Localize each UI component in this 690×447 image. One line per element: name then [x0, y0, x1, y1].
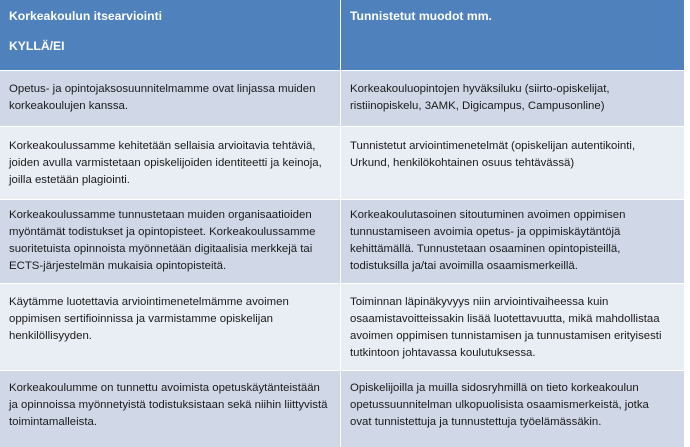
- table-row: [0, 126, 684, 200]
- cell-text-line: ovat tunnistettuja ja tunnustettuja työelämässäkin.: [350, 416, 602, 428]
- header-col1-title: Korkeakoulun itsearviointi: [9, 9, 163, 23]
- row-3-col-2: [341, 200, 684, 284]
- table-row: [0, 283, 684, 371]
- row-4-col-1: [0, 284, 341, 371]
- row-2-col-1: [0, 127, 341, 200]
- cell-text-line: Korkeakoulutasoinen sitoutuminen avoimen oppimisen: [350, 209, 626, 221]
- cell-text-line: ristiinopiskelu, 3AMK, Digicampus, Campusonline): [350, 100, 605, 112]
- header-cell-self-assessment: [0, 0, 341, 70]
- row-2-col-2: [341, 127, 684, 200]
- table-row: [0, 70, 684, 127]
- cell-text-line: Korkeakoulumme on tunnettu avoimista opetuskäytänteistään: [9, 382, 320, 394]
- row-3-col-1: [0, 200, 341, 284]
- cell-text-line: oppimisen sertifioinnissa ja varmistamme opiskelijan: [9, 313, 273, 325]
- cell-text-line: toimintamalleista.: [9, 416, 97, 428]
- cell-text-line: kehittämällä. Tunnustetaan osaaminen opintopisteillä,: [350, 243, 621, 255]
- cell-text-line: todistuksilla ja/tai avoimilla osaamismerkeillä.: [350, 260, 578, 272]
- row-4-col-2: [341, 284, 684, 371]
- cell-text-line: Korkeakouluopintojen hyväksiluku (siirto-opiskelijat,: [350, 83, 610, 95]
- cell-text-line: Opetus- ja opintojaksosuunnitelmamme ovat linjassa muiden: [9, 83, 316, 95]
- table-row: [0, 199, 684, 284]
- cell-text-line: joilla estetään plagiointi.: [9, 174, 130, 186]
- header-cell-recognized-forms: [341, 0, 684, 70]
- cell-text-line: korkeakoulujen kanssa.: [9, 100, 129, 112]
- cell-text-line: ECTS-järjestelmän mukaisia opintopisteitä.: [9, 260, 227, 272]
- cell-text-line: avoimen oppimisen tunnistamisen ja tunnustamisen erityisesti: [350, 330, 662, 342]
- cell-text-line: Korkeakoulussamme kehitetään sellaisia arvioitavia tehtäviä,: [9, 140, 316, 152]
- cell-text-line: opetussuunnitelman ulkopuolisista osaamismerkeistä, jotka: [350, 399, 649, 411]
- cell-text-line: Urkund, henkilökohtainen osuus tehtävässä): [350, 157, 575, 169]
- cell-text-line: tutkintoon johtavassa koulutuksessa.: [350, 347, 536, 359]
- row-1-col-2: [341, 71, 684, 127]
- row-1-col-1: [0, 71, 341, 127]
- cell-text-line: Käytämme luotettavia arviointimenetelmämme avoimen: [9, 296, 289, 308]
- row-5-col-1: [0, 371, 341, 447]
- cell-text-line: Toiminnan läpinäkyvyys niin arviointivaiheessa kuin: [350, 296, 609, 308]
- cell-text-line: suoritetuista opinnoista myönnetään digitaalisia merkkejä tai: [9, 243, 313, 255]
- cell-text-line: myöntämät todistukset ja opintopisteet. Korkeakoulussamme: [9, 226, 316, 238]
- header-col2-title: Tunnistetut muodot mm.: [350, 9, 492, 23]
- cell-text-line: joiden avulla varmistetaan opiskelijoiden identiteetti ja keinoja,: [9, 157, 322, 169]
- cell-text-line: Korkeakoulussamme tunnustetaan muiden organisaatioiden: [9, 209, 312, 221]
- cell-text-line: ja opinnoissa myönnetyistä todistuksistaan sekä niihin liittyvistä: [9, 399, 328, 411]
- cell-text-line: Opiskelijoilla ja muilla sidosryhmillä on tieto korkeakoulun: [350, 382, 639, 394]
- cell-text-line: henkilöllisyyden.: [9, 330, 92, 342]
- table-row: [0, 370, 684, 447]
- cell-text-line: Tunnistetut arviointimenetelmät (opiskelijan autentikointi,: [350, 140, 636, 152]
- table-header: [0, 0, 684, 70]
- cell-text-line: tunnustamiseen avoimia opetus- ja oppimiskäytäntöjä: [350, 226, 621, 238]
- row-5-col-2: [341, 371, 684, 447]
- cell-text-line: osaamistavoitteissakin lisää luotettavuutta, mikä mahdollistaa: [350, 313, 660, 325]
- header-col1-subtitle: KYLLÄ/EI: [9, 39, 65, 53]
